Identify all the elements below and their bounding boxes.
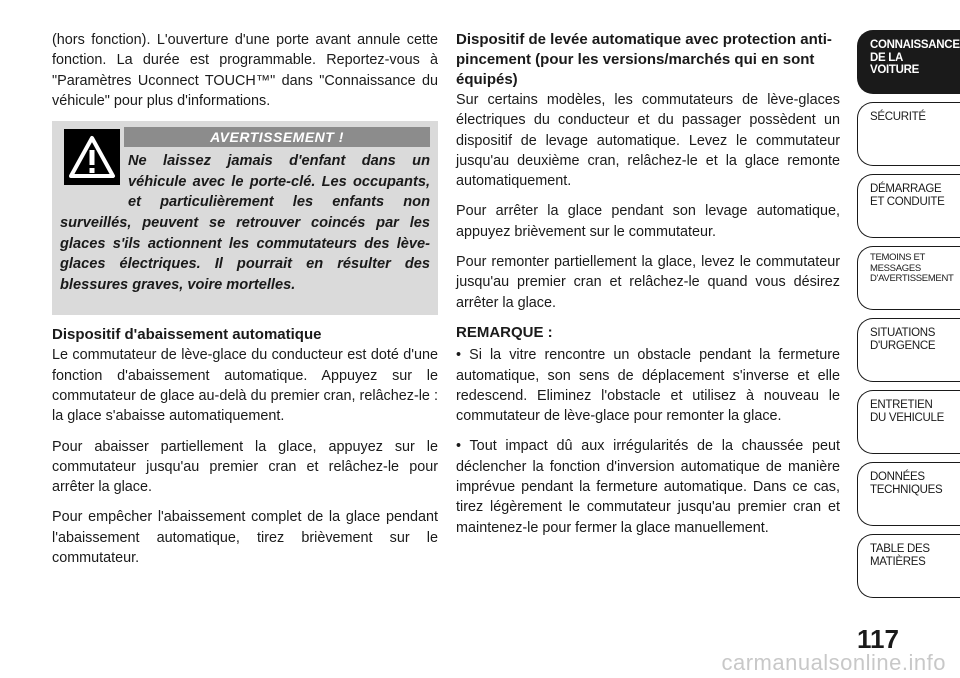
tab-label: TABLE DES MATIÈRES xyxy=(870,543,930,568)
watermark: carmanualsonline.info xyxy=(721,650,946,675)
tab-label: SÉCURITÉ xyxy=(870,111,926,123)
tab-table[interactable] xyxy=(857,534,960,598)
tab-label: DÉMARRAGE ET CONDUITE xyxy=(870,183,945,208)
paragraph: Le commutateur de lève-glace du conducteur est doté d'une fonction d'abaissement automatique. Appuyez sur le commutateur de glace au-delà du premier cran, relâchez-le : la glace s'abaisse automatiquement. xyxy=(52,347,438,425)
left-column xyxy=(52,30,438,578)
paragraph: Pour abaisser partiellement la glace, appuyez sur le commutateur jusqu'au premier cran et relâchez-le pour arrêter la glace. xyxy=(52,438,438,496)
tab-entretien[interactable] xyxy=(857,390,960,454)
warning-text: Ne laissez jamais d'enfant dans un véhicule avec le porte-clé. Les occupants, et particulièrement les enfants non surveillés, peuvent se retrouver coincés par les glaces s'ils actionnent les commutateurs des lève-glaces électriques. Il pourrait en résulter des blessures graves, voire mortelles. xyxy=(60,153,430,293)
warning-heading: AVERTISSEMENT ! xyxy=(124,127,430,147)
bullet-item: • Tout impact dû aux irrégularités de la chaussée peut déclencher la fonction d'inversion automatique de manière imprévue pendant la fermeture automatique. Dans ce cas, tirez légèrement le commutateur jusqu'au premier cran et maintenez-le pour fermer la glace manuellement. xyxy=(456,438,840,536)
tab-temoins[interactable] xyxy=(857,246,960,310)
paragraph: Pour arrêter la glace pendant son levage automatique, appuyez brièvement sur le commutateur. xyxy=(456,203,840,240)
tab-demarrage[interactable] xyxy=(857,174,960,238)
paragraph: Sur certains modèles, les commutateurs de lève-glaces électriques du conducteur et du passager possèdent un dispositif de levage automatique. Levez le commutateur jusqu'au deuxième cran, relâchez-le et la glace remonte automatiquement. xyxy=(456,92,840,190)
tab-label: DONNÉES TECHNIQUES xyxy=(870,471,943,496)
warning-box xyxy=(52,121,438,315)
section-title-auto-down: Dispositif d'abaissement automatique xyxy=(52,326,322,344)
tab-urgence[interactable] xyxy=(857,318,960,382)
tab-connaissance[interactable] xyxy=(857,30,960,94)
section-tabs xyxy=(857,30,960,606)
paragraph: Pour remonter partiellement la glace, levez le commutateur jusqu'au premier cran et relâchez-le quand vous désirez arrêter la glace. xyxy=(456,254,840,311)
warning-triangle-icon xyxy=(64,129,120,185)
right-column xyxy=(456,30,840,548)
tab-label: ENTRETIEN DU VEHICULE xyxy=(870,399,945,424)
tab-donnees[interactable] xyxy=(857,462,960,526)
tab-label: CONNAISSANCE DE LA VOITURE xyxy=(870,39,960,76)
tab-securite[interactable] xyxy=(857,102,960,166)
intro-paragraph: (hors fonction). L'ouverture d'une porte avant annule cette fonction. La durée est programmable. Reportez-vous à "Paramètres Uconnect TOUCH™" dans "Connaissance du véhicule" pour plus d'informations. xyxy=(52,32,438,109)
page-number: 117 xyxy=(857,624,899,654)
tab-label: TEMOINS ET MESSAGES D'AVERTISSEMENT xyxy=(870,252,954,284)
tab-label: SITUATIONS D'URGENCE xyxy=(870,327,936,352)
section-title-auto-up: Dispositif de levée automatique avec protection anti-pincement (pour les versions/marchés qui en sont équipés) xyxy=(456,31,832,88)
bullet-item: • Si la vitre rencontre un obstacle pendant la fermeture automatique, son sens de déplacement s'inverse et elle redescend. Eliminez l'obstacle et utilisez à nouveau le commutateur de lève-glace pour remonter la glace. xyxy=(456,347,840,425)
remarque-title: REMARQUE : xyxy=(456,323,553,341)
paragraph: Pour empêcher l'abaissement complet de la glace pendant l'abaissement automatique, tirez brièvement sur le commutateur. xyxy=(52,509,438,567)
